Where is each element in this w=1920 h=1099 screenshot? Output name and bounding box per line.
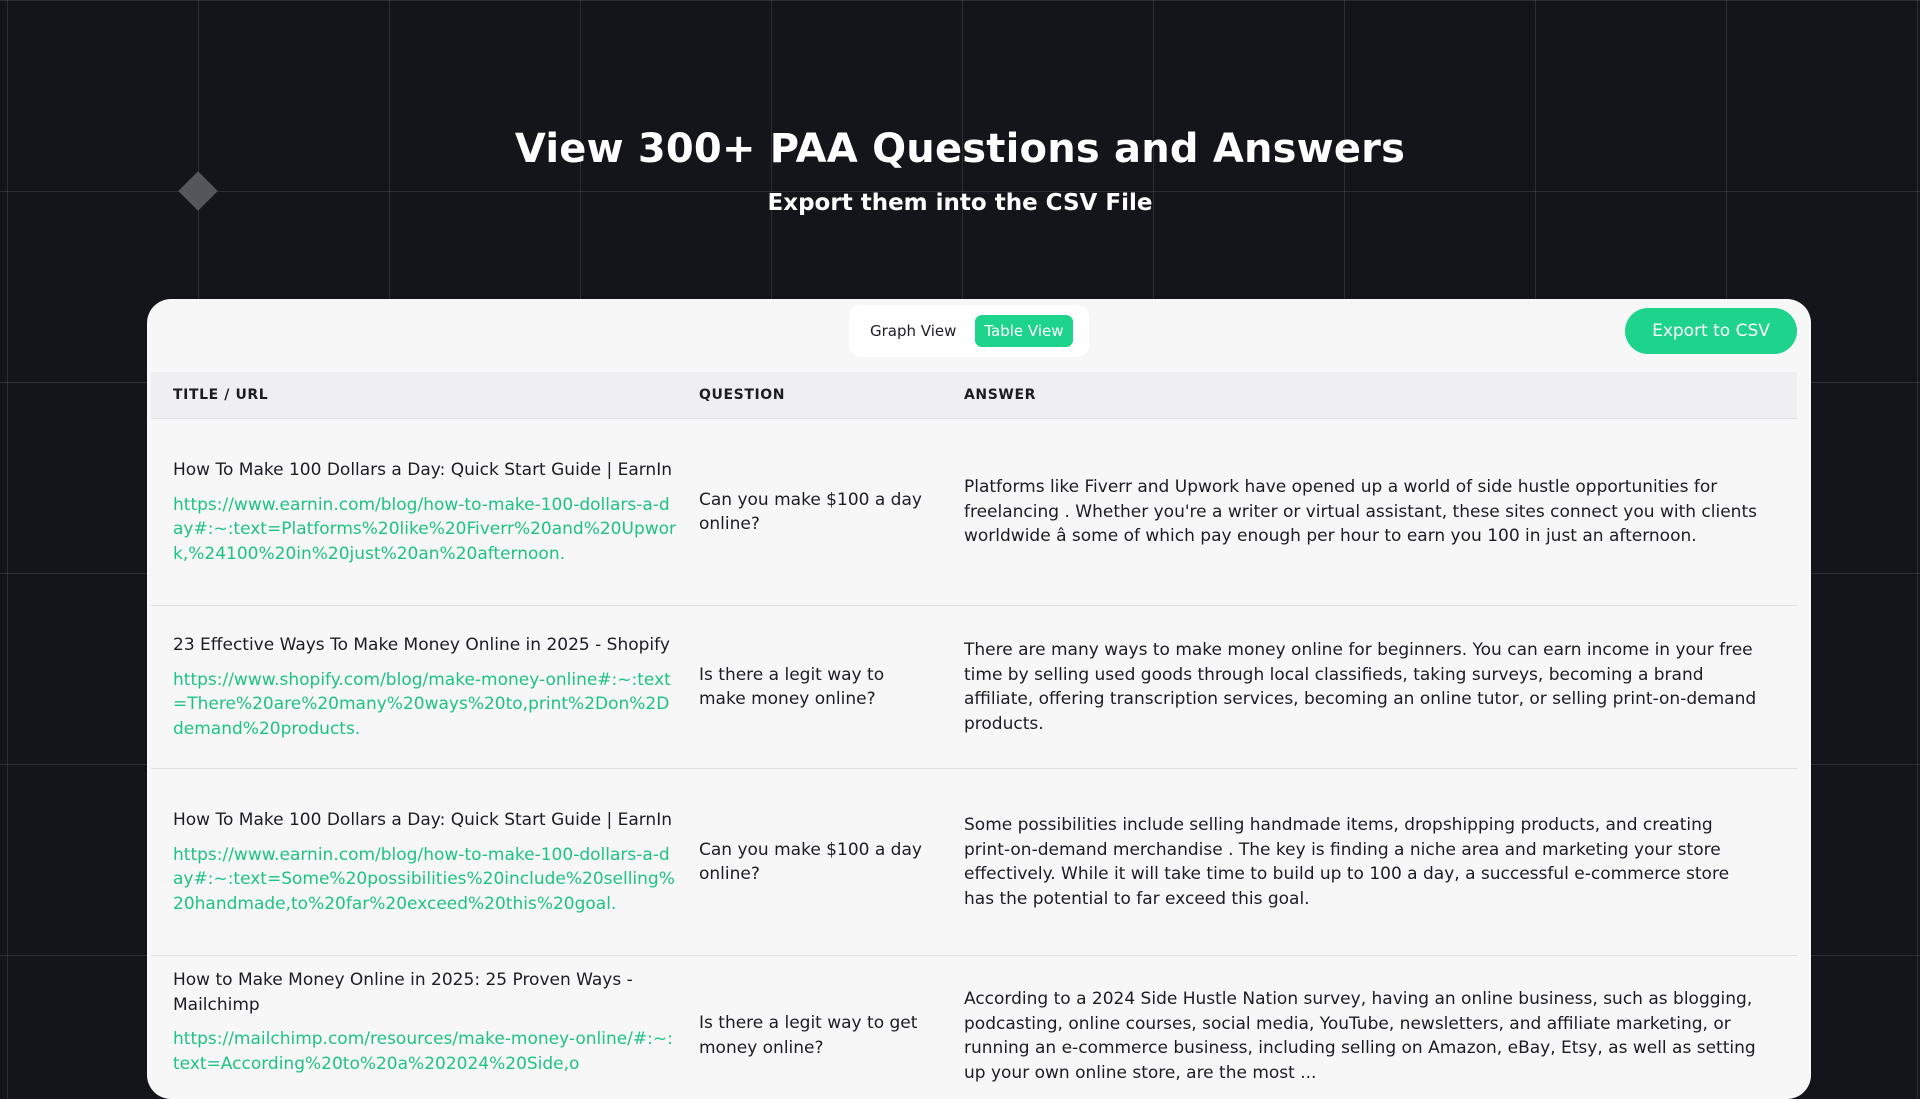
view-toggle [849, 305, 1089, 357]
title-url-cell [151, 956, 677, 1088]
answer-cell: Platforms like Fiverr and Upwork have opened up a world of side hustle opportunities for freelancing . Whether you're a writer or virtual assistant, these sites connect you with clients worldwide â some of which pay enough per hour to earn you 100 in just an afternoon. [964, 477, 1757, 547]
table-row [151, 606, 1797, 769]
row-url-link[interactable]: https://www.earnin.com/blog/how-to-make-100-dollars-a-day#:~:text=Platforms%20like%20Fiverr%20and%20Upwork,%24100%20in%20just%20an%20afternoon. [173, 494, 677, 564]
row-title: 23 Effective Ways To Make Money Online in 2025 - Shopify [173, 635, 670, 655]
table-header [151, 372, 1797, 419]
question-cell: Is there a legit way to get money online? [699, 1013, 918, 1058]
row-url-link[interactable]: https://mailchimp.com/resources/make-money-online/#:~:text=According%20to%20a%202024%20Side,o [173, 1029, 673, 1074]
row-title: How to Make Money Online in 2025: 25 Proven Ways - Mailchimp [173, 970, 633, 1015]
row-title: How To Make 100 Dollars a Day: Quick Start Guide | EarnIn [173, 460, 672, 480]
graph-view-button[interactable]: Graph View [870, 322, 957, 340]
answer-cell: There are many ways to make money online for beginners. You can earn income in your free time by selling used goods through local classifieds, taking surveys, becoming a brand affiliate, offering transcription services, becoming an online tutor, or selling print-on-demand products. [964, 640, 1757, 734]
question-cell: Is there a legit way to make money online? [699, 664, 885, 709]
results-panel [147, 299, 1811, 1099]
title-url-cell [151, 446, 677, 578]
page-subtitle: Export them into the CSV File [767, 190, 1153, 216]
header-answer: ANSWER [964, 387, 1037, 403]
header-title-url: TITLE / URL [173, 387, 269, 403]
header-question: QUESTION [699, 387, 786, 403]
title-url-cell [151, 796, 677, 928]
row-url-link[interactable]: https://www.earnin.com/blog/how-to-make-100-dollars-a-day#:~:text=Some%20possibilities%20include%20selling%20handmade,to%20far%20exceed%20this%20goal. [173, 844, 675, 914]
row-title: How To Make 100 Dollars a Day: Quick Start Guide | EarnIn [173, 810, 672, 830]
export-csv-button[interactable]: Export to CSV [1625, 308, 1797, 354]
table-view-button[interactable]: Table View [975, 315, 1072, 347]
table-row [151, 769, 1797, 956]
page-title: View 300+ PAA Questions and Answers [514, 126, 1406, 172]
answer-cell: Some possibilities include selling handmade items, dropshipping products, and creating print-on-demand merchandise . The key is finding a niche area and marketing your store effectively. While it will take time to build up to 100 a day, a successful e-commerce store has the potential to far exceed this goal. [964, 815, 1730, 909]
title-url-cell [151, 621, 677, 753]
table-row [151, 956, 1797, 1099]
row-url-link[interactable]: https://www.shopify.com/blog/make-money-online#:~:text=There%20are%20many%20ways%20to,print%2Don%2Ddemand%20products. [173, 669, 671, 739]
question-cell: Can you make $100 a day online? [699, 839, 922, 884]
paa-table [151, 372, 1797, 1099]
answer-cell: According to a 2024 Side Hustle Nation survey, having an online business, such as blogging, podcasting, online courses, social media, YouTube, newsletters, and affiliate marketing, or running an e-commerce business, including selling on Amazon, eBay, Etsy, as well as setting up your own online store, are the most ... [964, 989, 1756, 1083]
question-cell: Can you make $100 a day online? [699, 489, 922, 534]
table-row [151, 419, 1797, 606]
